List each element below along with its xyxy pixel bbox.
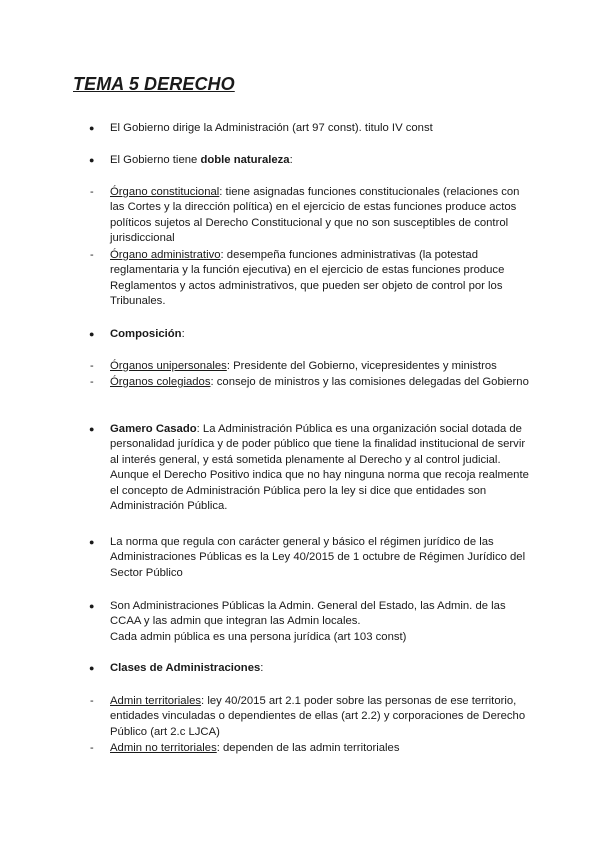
text: : ley 40/2015 art 2.1 poder sobre las personas de ese territorio, entidades vinculadas o dependientes de ellas (art 2.2) y corporaciones de Derecho Público (art 2.c LJCA) (110, 695, 526, 738)
bullet-marker: ● (89, 123, 95, 133)
list-item-admin-no-territoriales (110, 741, 535, 756)
bold-term: Clases de Administraciones (110, 662, 261, 674)
text: : (289, 154, 293, 166)
text: : (260, 662, 264, 674)
text: : Presidente del Gobierno, vicepresidentes y ministros (226, 360, 497, 372)
list-item-organos-unipersonales (110, 359, 535, 374)
list-item-organo-administrativo (110, 248, 535, 310)
text: : (181, 328, 185, 340)
paragraph-composicion (110, 327, 535, 342)
bullet-marker: ● (89, 155, 95, 165)
text: : dependen de las admin territoriales (216, 742, 400, 754)
paragraph-doble-naturaleza (110, 153, 535, 168)
underlined-term: Órgano constitucional (110, 186, 220, 198)
text: : desempeña funciones administrativas (la potestad reglamentaria y la función ejecutiva) en el ejercicio de estas funciones produce Reglamentos y actos administrativos, que pueden ser objeto de control por los Tribunales. (110, 249, 505, 308)
bold-term: Gamero Casado (110, 423, 197, 435)
text: Cada admin pública es una persona jurídica (art 103 const) (110, 630, 407, 643)
list-item-organos-colegiados (110, 375, 535, 390)
dash-marker: - (90, 249, 94, 261)
bold-term: Composición (110, 328, 182, 340)
dash-marker: - (90, 742, 94, 754)
dash-marker: - (90, 695, 94, 707)
underlined-term: Órganos colegiados (110, 376, 211, 388)
underlined-term: Órgano administrativo (110, 249, 221, 261)
page-title: TEMA 5 DERECHO (73, 74, 235, 94)
paragraph-gobierno-dirige: El Gobierno dirige la Administración (art 97 const). titulo IV const (110, 122, 433, 134)
list-item-admin-territoriales (110, 694, 535, 740)
text: : tiene asignadas funciones constitucionales (relaciones con las Cortes y la dirección política) en el ejercicio de estas funciones produce actos políticos sujetos al Derecho Constitucional y que no son susceptibles de control jurisdiccional (110, 186, 520, 245)
bullet-marker: ● (89, 424, 95, 434)
bullet-marker: ● (89, 537, 95, 547)
text: : consejo de ministros y las comisiones delegadas del Gobierno (210, 376, 529, 388)
dash-marker: - (90, 360, 94, 372)
paragraph-gamero-casado (110, 422, 535, 514)
text: : La Administración Pública es una organización social dotada de personalidad jurídica y de poder público que tiene la finalidad institucional de servir al interés general, y está sometida plenamente al Derecho y al control judicial. Aunque el Derecho Positivo indica que no hay ninguna norma que recoja realmente el concepto de Administración Pública pero la ley si dice que entidades son Administración Pública. (110, 423, 529, 513)
underlined-term: Admin no territoriales (110, 742, 217, 754)
paragraph-clases-administraciones (110, 661, 535, 676)
bullet-marker: ● (89, 663, 95, 673)
bullet-marker: ● (89, 329, 95, 339)
text: El Gobierno tiene (110, 154, 201, 166)
paragraph-administraciones-publicas (110, 599, 535, 645)
dash-marker: - (90, 376, 94, 388)
text: Son Administraciones Públicas la Admin. General del Estado, las Admin. de las CCAA y las admin que integran las Admin locales. (110, 600, 506, 628)
bold-term: doble naturaleza (200, 154, 290, 166)
underlined-term: Órganos unipersonales (110, 360, 227, 372)
paragraph-ley-40-2015: La norma que regula con carácter general y básico el régimen jurídico de las Administraciones Públicas es la Ley 40/2015 de 1 octubre de Régimen Jurídico del Sector Público (110, 536, 526, 579)
underlined-term: Admin territoriales (110, 695, 202, 707)
list-item-organo-constitucional (110, 185, 535, 247)
dash-marker: - (90, 186, 94, 198)
bullet-marker: ● (89, 601, 95, 611)
